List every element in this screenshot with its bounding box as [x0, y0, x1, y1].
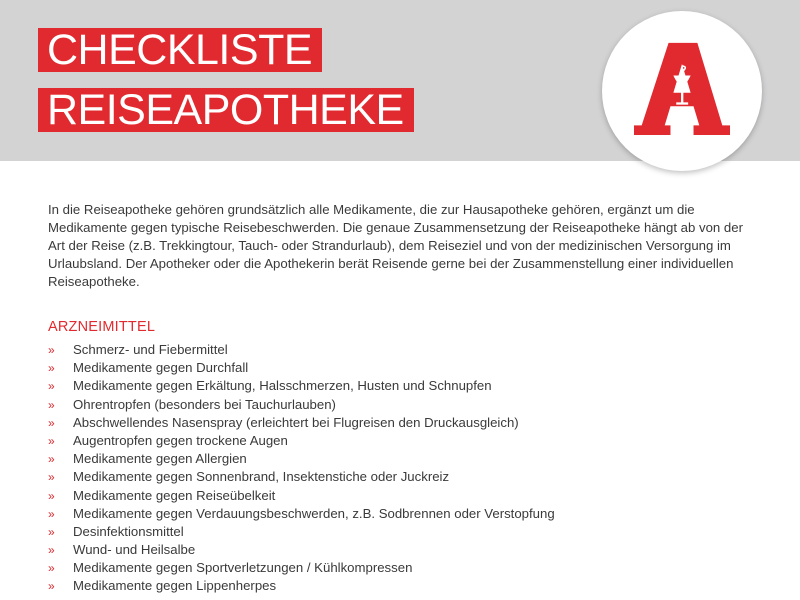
bullet-marker: »	[48, 543, 55, 558]
intro-paragraph: In die Reiseapotheke gehören grundsätzlich alle Medikamente, die zur Hausapotheke gehören, ergänzt um die Medikamente gegen typische Reisebeschwerden. Die genaue Zusammensetzung der Reiseapotheke hängt ab von der Art der Reise (z.B. Trekkingtour, Tauch- oder Strandurlaub), dem Reiseziel und von der medizinischen Versorgung im Urlaubsland. Der Apotheker oder die Apothekerin berät Reisende gerne bei der Zusammenstellung einer individuellen Reiseapotheke.	[48, 202, 743, 289]
list-item	[48, 377, 748, 395]
list-item	[48, 359, 748, 377]
bullet-marker: »	[48, 361, 55, 376]
bullet-marker: »	[48, 379, 55, 394]
list-item	[48, 414, 748, 432]
list-item-text: Abschwellendes Nasenspray (erleichtert bei Flugreisen den Druckausgleich)	[73, 414, 519, 430]
list-item-text: Medikamente gegen Verdauungsbeschwerden, z.B. Sodbrennen oder Verstopfung	[73, 505, 555, 521]
list-item-text: Desinfektionsmittel	[73, 523, 184, 539]
bullet-marker: »	[48, 506, 55, 521]
bullet-marker: »	[48, 579, 55, 594]
list-item-text: Ohrentropfen (besonders bei Tauchurlauben)	[73, 396, 336, 412]
list-item-text: Medikamente gegen Sportverletzungen / Kühlkompressen	[73, 560, 413, 576]
list-item	[48, 523, 748, 541]
list-item-text: Medikamente gegen Durchfall	[73, 360, 249, 376]
section-title-arzneimittel: ARZNEIMITTEL	[48, 319, 156, 335]
list-item	[48, 432, 748, 450]
bullet-marker: »	[48, 488, 55, 503]
list-item-text: Medikamente gegen Sonnenbrand, Insektenstiche oder Juckreiz	[73, 469, 450, 485]
list-item-text: Schmerz- und Fiebermittel	[73, 342, 228, 357]
list-item	[48, 396, 748, 414]
list-item	[48, 487, 748, 505]
apotheke-logo	[602, 11, 762, 171]
list-item	[48, 505, 748, 523]
bullet-marker: »	[48, 343, 55, 357]
title-line-2: REISEAPOTHEKE	[38, 88, 414, 132]
list-item	[48, 559, 748, 577]
list-item	[48, 468, 748, 486]
list-item-text: Augentropfen gegen trockene Augen	[73, 432, 288, 448]
bullet-marker: »	[48, 452, 55, 467]
list-item-text: Medikamente gegen Erkältung, Halsschmerzen, Husten und Schnupfen	[73, 378, 492, 394]
list-item-text: Wund- und Heilsalbe	[73, 542, 196, 558]
bullet-marker: »	[48, 524, 55, 539]
bullet-marker: »	[48, 415, 55, 430]
title-line-1: CHECKLISTE	[38, 28, 322, 72]
apotheke-a-icon	[634, 39, 730, 135]
checklist-items	[48, 341, 748, 596]
bullet-marker: »	[48, 433, 55, 448]
list-item	[48, 341, 748, 359]
list-item	[48, 577, 748, 595]
list-item-text: Medikamente gegen Lippenherpes	[73, 578, 277, 594]
bullet-marker: »	[48, 397, 55, 412]
list-item	[48, 541, 748, 559]
bullet-marker: »	[48, 561, 55, 576]
list-item-text: Medikamente gegen Reiseübelkeit	[73, 487, 276, 503]
list-item-text: Medikamente gegen Allergien	[73, 451, 247, 467]
list-item	[48, 450, 748, 468]
bullet-marker: »	[48, 470, 55, 485]
